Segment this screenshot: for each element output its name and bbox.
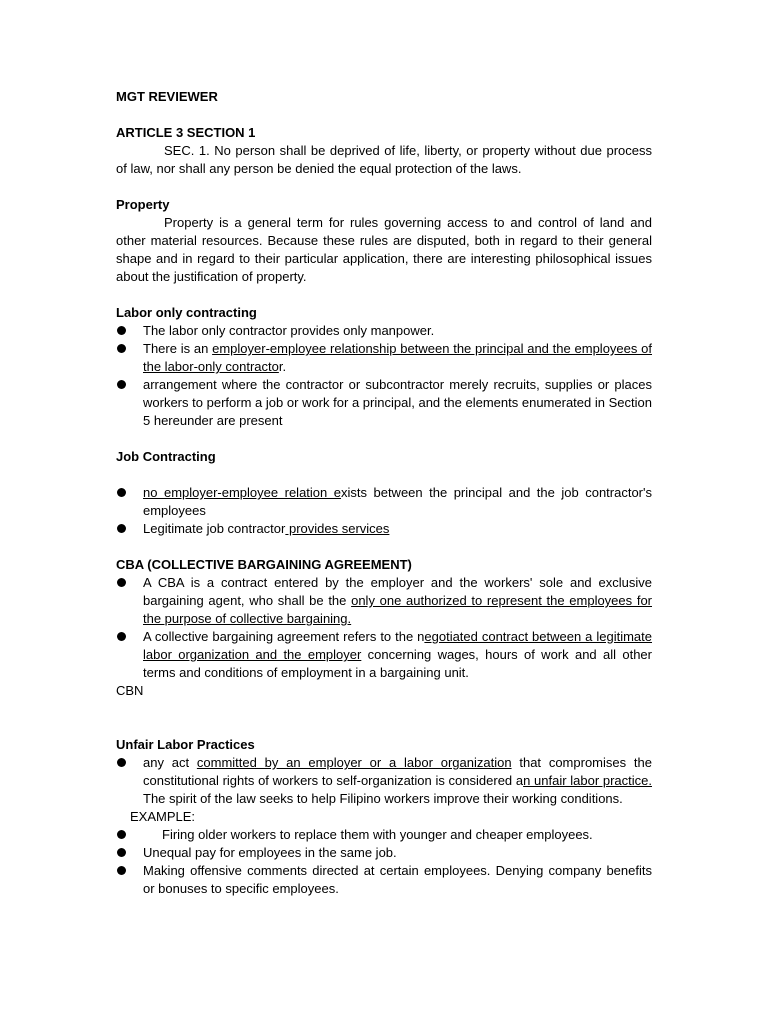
bullet-icon [117,344,126,353]
bullet-icon [117,866,126,875]
list-item: A collective bargaining agreement refers to the negotiated contract between a legitimate labor organization and the employer concerning wages, hours of work and all other terms and conditions of employment in a bargaining unit. [116,628,652,682]
list-item: Unequal pay for employees in the same job. [116,844,652,862]
list-item: arrangement where the contractor or subcontractor merely recruits, supplies or places workers to perform a job or work for a principal, and the elements enumerated in Section 5 hereunder are present [116,376,652,430]
property-heading: Property [116,197,170,212]
bullet-icon [117,578,126,587]
list-item: Firing older workers to replace them with younger and cheaper employees. [116,826,652,844]
bullet-icon [117,758,126,767]
document-title: MGT REVIEWER [116,89,218,104]
list-item: Making offensive comments directed at certain employees. Denying company benefits or bonuses to specific employees. [116,862,652,898]
example-label: EXAMPLE: [130,809,196,824]
bullet-icon [117,524,126,533]
bullet-icon [117,380,126,389]
list-item: no employer-employee relation exists between the principal and the job contractor's employees [116,484,652,520]
cba-note: CBN [116,683,144,698]
ulp-example-list [116,826,652,898]
property-text: Property is a general term for rules governing access to and control of land and other material resources. Because these rules are disputed, both in regard to their general shape and in regard to their particular application, there are interesting philosophical issues about the justification of property. [116,215,652,284]
bullet-icon [117,848,126,857]
list-item: Legitimate job contractor provides services [116,520,652,538]
ulp-list [116,754,652,808]
ulp-heading: Unfair Labor Practices [116,737,255,752]
bullet-icon [117,632,126,641]
job-contracting-heading: Job Contracting [116,449,216,464]
cba-list [116,574,652,682]
cba-heading: CBA (COLLECTIVE BARGAINING AGREEMENT) [116,557,412,572]
article-heading: ARTICLE 3 SECTION 1 [116,125,256,140]
labor-only-heading: Labor only contracting [116,305,257,320]
bullet-icon [117,326,126,335]
article-text: SEC. 1. No person shall be deprived of life, liberty, or property without due process of law, nor shall any person be denied the equal protection of the laws. [116,143,652,176]
job-contracting-list [116,484,652,538]
list-item: any act committed by an employer or a labor organization that compromises the constitutional rights of workers to self-organization is considered an unfair labor practice. The spirit of the law seeks to help Filipino workers improve their working conditions. [116,754,652,808]
list-item: There is an employer-employee relationship between the principal and the employees of the labor-only contractor. [116,340,652,376]
document-page [116,88,652,898]
labor-only-list [116,322,652,430]
bullet-icon [117,488,126,497]
bullet-icon [117,830,126,839]
list-item: A CBA is a contract entered by the employer and the workers' sole and exclusive bargaining agent, who shall be the only one authorized to represent the employees for the purpose of collective bargaining. [116,574,652,628]
list-item: The labor only contractor provides only manpower. [116,322,652,340]
